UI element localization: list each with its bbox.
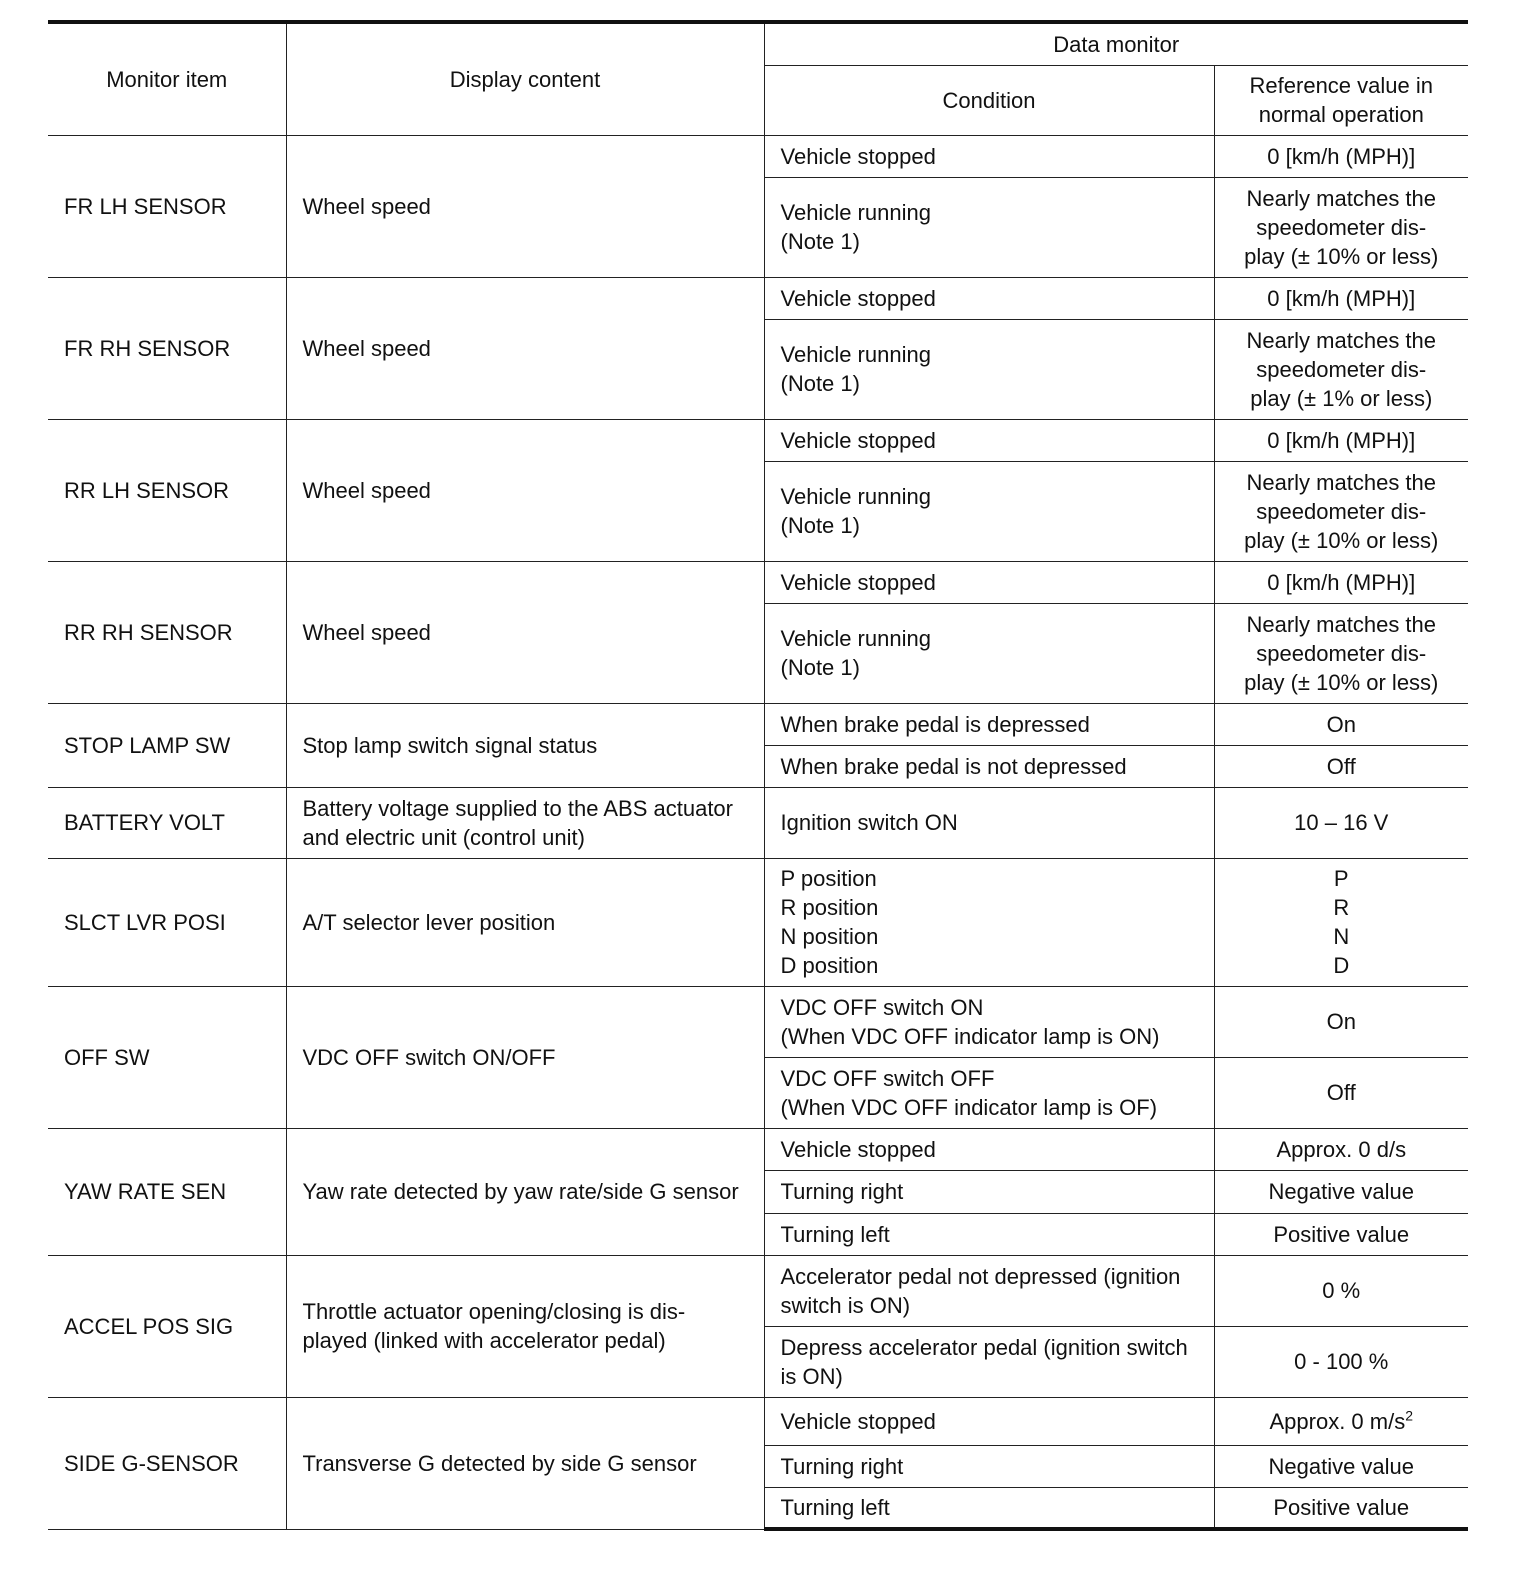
monitor-item-cell: STOP LAMP SW bbox=[48, 703, 286, 787]
display-content-cell: Yaw rate detected by yaw rate/side G sensor bbox=[286, 1128, 764, 1255]
condition-cell: Turning left bbox=[764, 1487, 1214, 1529]
display-content-cell: Wheel speed bbox=[286, 419, 764, 561]
reference-value-cell: Nearly matches the speedometer dis- play (± 10% or less) bbox=[1214, 461, 1468, 561]
condition-cell: When brake pedal is not depressed bbox=[764, 745, 1214, 787]
condition-cell: Vehicle running (Note 1) bbox=[764, 603, 1214, 703]
condition-cell: Vehicle stopped bbox=[764, 419, 1214, 461]
monitor-item-cell: FR LH SENSOR bbox=[48, 135, 286, 277]
reference-value-cell: Off bbox=[1214, 1057, 1468, 1128]
header-data-monitor: Data monitor bbox=[764, 22, 1468, 65]
condition-cell: Vehicle stopped bbox=[764, 1397, 1214, 1445]
condition-cell: P position R position N position D position bbox=[764, 858, 1214, 986]
condition-cell: Vehicle stopped bbox=[764, 277, 1214, 319]
reference-value-cell: Approx. 0 d/s bbox=[1214, 1128, 1468, 1170]
table-body bbox=[48, 135, 1468, 1529]
reference-value-superscript: 2 bbox=[1405, 1407, 1414, 1424]
reference-value-cell: Nearly matches the speedometer dis- play (± 10% or less) bbox=[1214, 177, 1468, 277]
condition-cell: Ignition switch ON bbox=[764, 787, 1214, 858]
condition-cell: Vehicle stopped bbox=[764, 135, 1214, 177]
monitor-item-cell: BATTERY VOLT bbox=[48, 787, 286, 858]
reference-value-cell: 0 [km/h (MPH)] bbox=[1214, 277, 1468, 319]
condition-cell: Turning right bbox=[764, 1170, 1214, 1213]
table-row bbox=[48, 986, 1468, 1057]
reference-value-cell: 0 [km/h (MPH)] bbox=[1214, 561, 1468, 603]
table-row bbox=[48, 419, 1468, 461]
reference-value-cell: Positive value bbox=[1214, 1213, 1468, 1255]
table-row bbox=[48, 1128, 1468, 1170]
table-row bbox=[48, 858, 1468, 986]
condition-cell: Turning right bbox=[764, 1445, 1214, 1487]
header-condition: Condition bbox=[764, 65, 1214, 135]
display-content-cell: Battery voltage supplied to the ABS actuator and electric unit (control unit) bbox=[286, 787, 764, 858]
monitor-item-cell: ACCEL POS SIG bbox=[48, 1255, 286, 1397]
data-monitor-table-container bbox=[48, 20, 1468, 1531]
table-row bbox=[48, 1255, 1468, 1326]
reference-value-cell bbox=[1214, 1397, 1468, 1445]
table-row bbox=[48, 787, 1468, 858]
monitor-item-cell: OFF SW bbox=[48, 986, 286, 1128]
table-row bbox=[48, 277, 1468, 319]
monitor-item-cell: SLCT LVR POSI bbox=[48, 858, 286, 986]
condition-cell: VDC OFF switch ON (When VDC OFF indicator lamp is ON) bbox=[764, 986, 1214, 1057]
monitor-item-cell: FR RH SENSOR bbox=[48, 277, 286, 419]
reference-value-cell: 0 % bbox=[1214, 1255, 1468, 1326]
reference-value-cell: 10 – 16 V bbox=[1214, 787, 1468, 858]
condition-cell: Vehicle running (Note 1) bbox=[764, 319, 1214, 419]
condition-cell: VDC OFF switch OFF (When VDC OFF indicator lamp is OF) bbox=[764, 1057, 1214, 1128]
reference-value-cell: Positive value bbox=[1214, 1487, 1468, 1529]
condition-cell: Accelerator pedal not depressed (ignition switch is ON) bbox=[764, 1255, 1214, 1326]
display-content-cell: Transverse G detected by side G sensor bbox=[286, 1397, 764, 1529]
header-display-content: Display content bbox=[286, 22, 764, 135]
reference-value-cell: On bbox=[1214, 986, 1468, 1057]
display-content-cell: Wheel speed bbox=[286, 135, 764, 277]
reference-value-cell: 0 - 100 % bbox=[1214, 1326, 1468, 1397]
reference-value-cell: Nearly matches the speedometer dis- play (± 10% or less) bbox=[1214, 603, 1468, 703]
condition-cell: Vehicle stopped bbox=[764, 1128, 1214, 1170]
reference-value-cell: Off bbox=[1214, 745, 1468, 787]
display-content-cell: Stop lamp switch signal status bbox=[286, 703, 764, 787]
display-content-cell: A/T selector lever position bbox=[286, 858, 764, 986]
condition-cell: Turning left bbox=[764, 1213, 1214, 1255]
monitor-item-cell: SIDE G-SENSOR bbox=[48, 1397, 286, 1529]
condition-cell: Vehicle stopped bbox=[764, 561, 1214, 603]
reference-value-cell: On bbox=[1214, 703, 1468, 745]
reference-value-cell: 0 [km/h (MPH)] bbox=[1214, 419, 1468, 461]
table-row bbox=[48, 561, 1468, 603]
condition-cell: Vehicle running (Note 1) bbox=[764, 461, 1214, 561]
display-content-cell: Throttle actuator opening/closing is dis- played (linked with accelerator pedal) bbox=[286, 1255, 764, 1397]
data-monitor-table bbox=[48, 20, 1468, 1531]
reference-value-cell: P R N D bbox=[1214, 858, 1468, 986]
table-row bbox=[48, 135, 1468, 177]
monitor-item-cell: RR RH SENSOR bbox=[48, 561, 286, 703]
condition-cell: Vehicle running (Note 1) bbox=[764, 177, 1214, 277]
monitor-item-cell: YAW RATE SEN bbox=[48, 1128, 286, 1255]
table-row bbox=[48, 1397, 1468, 1445]
display-content-cell: Wheel speed bbox=[286, 561, 764, 703]
reference-value-cell: Negative value bbox=[1214, 1170, 1468, 1213]
display-content-cell: Wheel speed bbox=[286, 277, 764, 419]
display-content-cell: VDC OFF switch ON/OFF bbox=[286, 986, 764, 1128]
header-reference-value: Reference value in normal operation bbox=[1214, 65, 1468, 135]
monitor-item-cell: RR LH SENSOR bbox=[48, 419, 286, 561]
condition-cell: When brake pedal is depressed bbox=[764, 703, 1214, 745]
table-row bbox=[48, 703, 1468, 745]
condition-cell: Depress accelerator pedal (ignition switch is ON) bbox=[764, 1326, 1214, 1397]
reference-value-cell: 0 [km/h (MPH)] bbox=[1214, 135, 1468, 177]
reference-value-cell: Nearly matches the speedometer dis- play (± 1% or less) bbox=[1214, 319, 1468, 419]
header-monitor-item: Monitor item bbox=[48, 22, 286, 135]
reference-value-text: Approx. 0 m/s bbox=[1269, 1408, 1406, 1434]
reference-value-cell: Negative value bbox=[1214, 1445, 1468, 1487]
